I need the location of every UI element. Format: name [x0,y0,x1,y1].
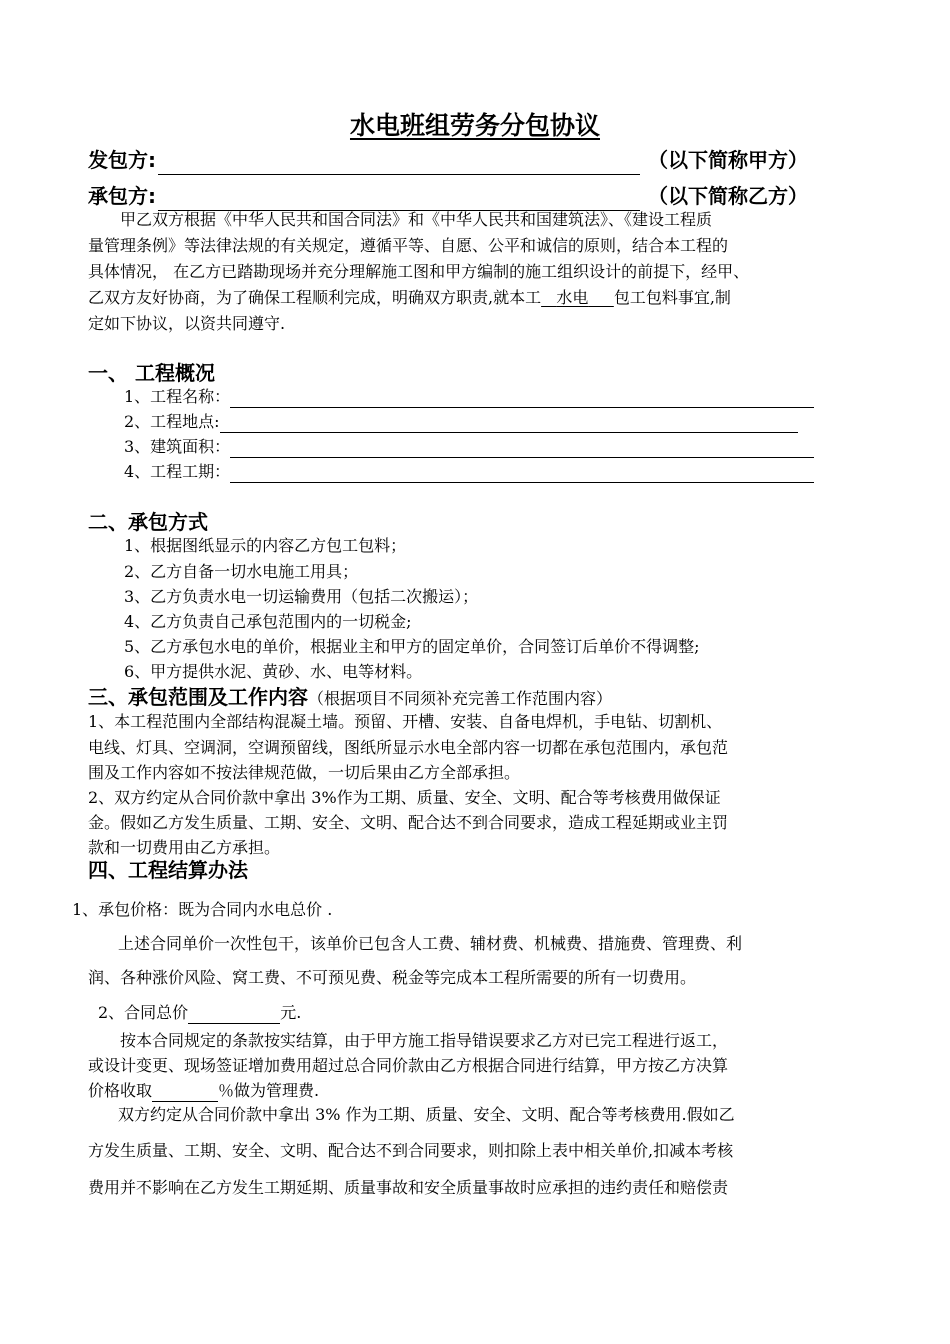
employer-line [88,145,808,175]
section-2-heading: 二、承包方式 [88,510,208,534]
management-fee-blank[interactable] [152,1085,218,1102]
settlement-line-2: 或设计变更、现场签证增加费用超过总合同价款由乙方根据合同进行结算，甲方按乙方决算 [88,1056,729,1075]
floor-area-blank[interactable] [230,441,814,458]
contract-mode-item-5: 5、乙方承包水电的单价，根据业主和甲方的固定单价，合同签订后单价不得调整; [124,637,700,656]
project-location-row [124,411,798,433]
employer-blank[interactable] [158,152,640,175]
settlement-line-1: 按本合同规定的条款按实结算，由于甲方施工指导错误要求乙方对已完工程进行返工， [120,1031,729,1050]
section-3-heading [88,684,612,712]
project-name-row [124,386,814,408]
work-type-value: 水电 [556,288,589,307]
contractor-label: 承包方: [88,184,156,208]
scope-line-2: 电线、灯具、空调洞，空调预留线，图纸所显示水电全部内容一切都在承包范围内，承包范 [88,738,729,757]
floor-area-label: 3、建筑面积： [124,437,231,456]
section-3-title: 三、承包范围及工作内容 [88,685,308,709]
project-name-label: 1、工程名称： [124,387,231,406]
total-price-line [98,1002,301,1024]
scope-line-5: 金。假如乙方发生质量、工期、安全、文明、配合达不到合同要求，造成工程延期或业主罚 [88,813,729,832]
floor-area-row [124,436,814,458]
project-location-blank[interactable] [220,416,798,433]
preamble-line-4 [88,287,731,309]
preamble-line-1: 甲乙双方根据《中华人民共和国合同法》和《中华人民共和国建筑法》、《建设工程质 [120,210,713,229]
project-location-label: 2、工程地点: [124,412,220,431]
scope-line-3: 围及工作内容如不按法律规范做，一切后果由乙方全部承担。 [88,763,521,782]
assessment-line-1: 双方约定从合同价款中拿出 3% 作为工期、质量、安全、文明、配合等考核费用.假如乙 [118,1105,735,1124]
scope-line-1: 1、本工程范围内全部结构混凝土墙。预留、开槽、安装、自备电焊机，手电钻、切割机、 [88,712,723,731]
work-type-blank [541,288,614,307]
employer-label: 发包方: [88,148,156,172]
preamble-line-3: 具体情况， 在乙方已踏勘现场并充分理解施工图和甲方编制的施工组织设计的前提下，经甲、 [88,262,750,281]
contract-price-line: 1、承包价格：既为合同内水电总价 . [72,900,333,919]
project-duration-row [124,461,814,483]
contract-mode-item-6: 6、甲方提供水泥、黄砂、水、电等材料。 [124,662,423,681]
preamble-line-2: 量管理条例》等法律法规的有关规定，遵循平等、自愿、公平和诚信的原则，结合本工程的 [88,236,729,255]
employer-suffix: （以下简称甲方） [648,148,808,172]
contractor-blank[interactable] [158,188,640,211]
contractor-line [88,181,808,211]
price-paragraph-line-1: 上述合同单价一次性包干，该单价已包含人工费、辅材费、机械费、措施费、管理费、利 [118,934,743,953]
management-fee-line [88,1080,319,1102]
total-price-label: 2、合同总价 [98,1003,189,1022]
preamble-line-5: 定如下协议，以资共同遵守. [88,314,286,333]
assessment-line-3: 费用并不影响在乙方发生工期延期、质量事故和安全质量事故时应承担的违约责任和赔偿责 [88,1178,729,1197]
preamble-line-4-after: 包工包料事宜,制 [613,288,731,307]
contract-mode-item-4: 4、乙方负责自己承包范围内的一切税金; [124,612,412,631]
total-price-blank[interactable] [188,1007,280,1024]
preamble-line-4-before: 乙双方友好协商，为了确保工程顺利完成，明确双方职责,就本工 [88,288,542,307]
assessment-line-2: 方发生质量、工期、安全、文明、配合达不到合同要求，则扣除上表中相关单价,扣减本考核 [88,1141,734,1160]
section-1-heading: 一、 工程概况 [88,361,215,385]
document-title: 水电班组劳务分包协议 [349,111,600,140]
contract-mode-item-1: 1、根据图纸显示的内容乙方包工包料； [124,536,407,555]
contract-mode-item-2: 2、乙方自备一切水电施工用具； [124,562,359,581]
project-duration-blank[interactable] [230,466,814,483]
management-fee-before: 价格收取 [88,1081,153,1100]
scope-line-4: 2、双方约定从合同价款中拿出 3%作为工期、质量、安全、文明、配合等考核费用做保证 [88,788,721,807]
total-price-unit: 元. [280,1003,302,1022]
management-fee-after: ％做为管理费. [218,1081,320,1100]
project-name-blank[interactable] [230,391,814,408]
project-duration-label: 4、工程工期： [124,462,231,481]
price-paragraph-line-2: 润、各种涨价风险、窝工费、不可预见费、税金等完成本工程所需要的所有一切费用。 [88,968,697,987]
section-4-heading: 四、工程结算办法 [88,858,248,882]
contract-mode-item-3: 3、乙方负责水电一切运输费用（包括二次搬运）； [124,587,479,606]
section-3-note: （根据项目不同须补充完善工作范围内容） [308,689,613,708]
scope-line-6: 款和一切费用由乙方承担。 [88,838,281,857]
contractor-suffix: （以下简称乙方） [648,184,808,208]
